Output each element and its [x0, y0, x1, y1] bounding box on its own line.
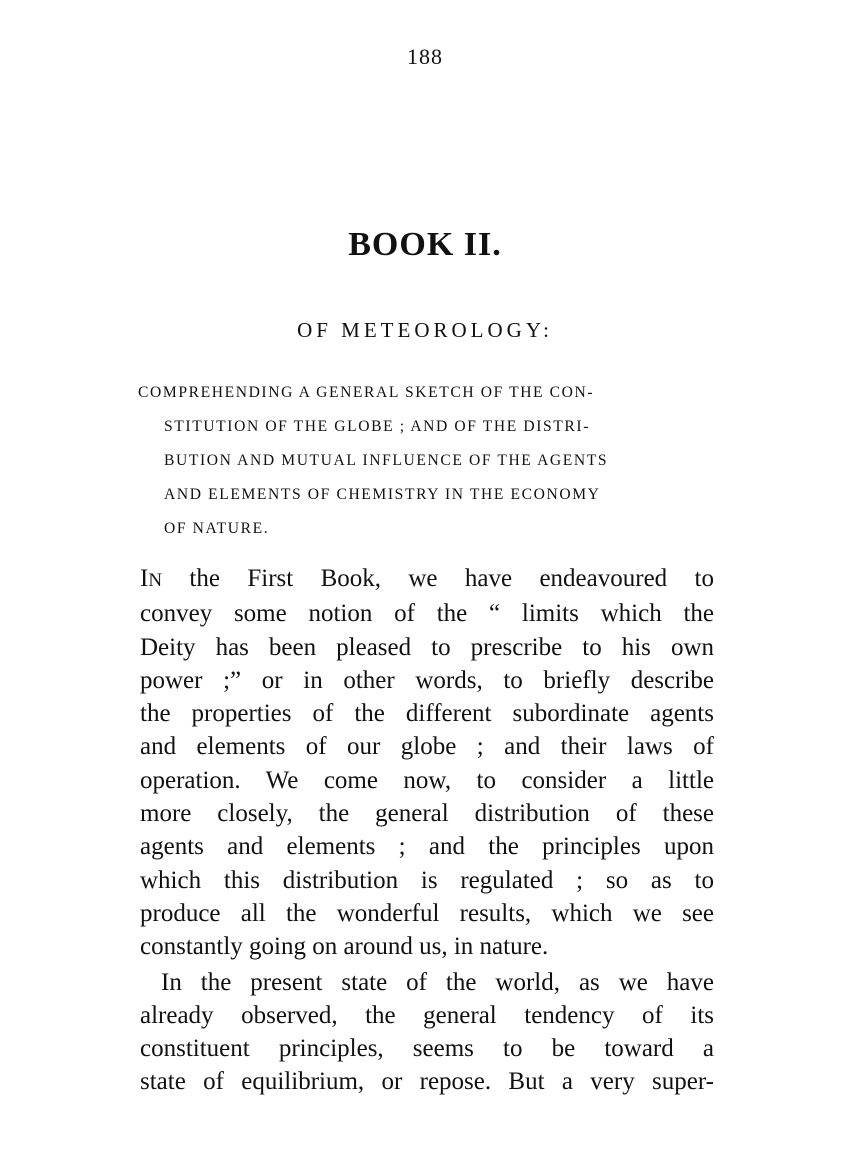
body-line-text: the First Book, we have endeavoured to [162, 565, 714, 592]
body-line [140, 562, 714, 597]
paragraph-1 [140, 562, 714, 964]
body-line: constantly going on around us, in nature. [140, 933, 549, 961]
body-line: In the present state of the world, as we have [161, 968, 714, 996]
summary-line: COMPREHENDING A GENERAL SKETCH OF THE CON- [138, 384, 595, 401]
summary-line: BUTION AND MUTUAL INFLUENCE OF THE AGENTS [164, 452, 609, 469]
body-line: more closely, the general distribution of these [140, 800, 714, 828]
body-line: power ;” or in other words, to briefly describe [140, 666, 714, 694]
section-title: OF METEOROLOGY: [297, 318, 553, 342]
drop-initial: I [140, 565, 149, 592]
initial-smallcap: N [148, 570, 163, 591]
summary-line: AND ELEMENTS OF CHEMISTRY IN THE ECONOMY [164, 486, 601, 503]
body-text [140, 562, 714, 1099]
body-line: constituent principles, seems to be toward a [140, 1035, 714, 1063]
page-number: 188 [407, 44, 443, 69]
chapter-summary [138, 376, 713, 546]
body-line: produce all the wonderful results, which we see [140, 899, 714, 927]
paragraph-2 [140, 966, 714, 1099]
body-line: agents and elements ; and the principles upon [140, 833, 714, 861]
book-title: BOOK II. [348, 226, 502, 263]
summary-line: STITUTION OF THE GLOBE ; AND OF THE DISTRI- [164, 418, 591, 435]
summary-line: OF NATURE. [164, 520, 270, 537]
body-line: the properties of the different subordinate agents [140, 700, 714, 728]
body-line: already observed, the general tendency of its [140, 1001, 714, 1029]
body-line: state of equilibrium, or repose. But a very super- [140, 1068, 714, 1096]
body-line: Deity has been pleased to prescribe to his own [140, 633, 714, 661]
body-line: convey some notion of the “ limits which the [140, 600, 714, 628]
body-line: which this distribution is regulated ; so as to [140, 866, 714, 894]
body-line: and elements of our globe ; and their laws of [140, 733, 714, 761]
body-line: operation. We come now, to consider a little [140, 766, 714, 794]
